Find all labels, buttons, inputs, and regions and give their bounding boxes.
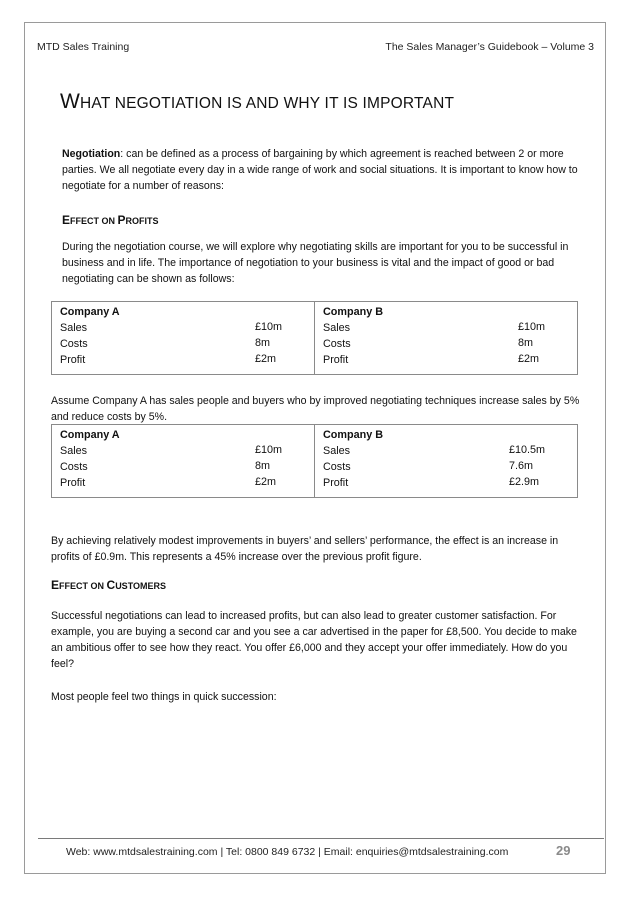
- row-value: £10.5m: [508, 444, 545, 456]
- company-name: Company B: [323, 429, 383, 441]
- row-value: £2.9m: [508, 476, 539, 488]
- row-value: 8m: [517, 337, 533, 349]
- row-value: £2m: [254, 353, 276, 365]
- row-value: £10m: [517, 321, 545, 333]
- row-label: Costs: [323, 461, 351, 473]
- comparison-table-after: [51, 424, 578, 498]
- intro-paragraph: [62, 146, 582, 194]
- row-value: £10m: [254, 444, 282, 456]
- row-value: £2m: [517, 353, 539, 365]
- row-label: Sales: [60, 445, 88, 457]
- row-label: Costs: [60, 338, 88, 350]
- row-value: 8m: [254, 460, 270, 472]
- header-left: MTD Sales Training: [37, 41, 130, 53]
- row-value: £10m: [254, 321, 282, 333]
- table2-company-b: [315, 425, 578, 498]
- footer-contact: Web: www.mtdsalestraining.com | Tel: 0800 849 6732 | Email: enquiries@mtdsalestraining.com: [66, 846, 509, 858]
- intro-term: Negotiation: [62, 148, 121, 160]
- row-label: Costs: [60, 461, 88, 473]
- company-name: Company B: [323, 306, 383, 318]
- row-label: Sales: [323, 322, 351, 334]
- company-name: Company A: [60, 306, 120, 318]
- page-title: [60, 90, 454, 114]
- header-right: The Sales Manager’s Guidebook – Volume 3: [385, 41, 594, 53]
- title-rest: HAT NEGOTIATION IS AND WHY IT IS IMPORTANT: [80, 95, 455, 112]
- row-value: 8m: [254, 337, 270, 349]
- closing-paragraph: Most people feel two things in quick succession:: [51, 691, 277, 703]
- row-value: 7.6m: [508, 460, 533, 472]
- table1-company-a: [52, 302, 315, 375]
- table1-company-b: [315, 302, 578, 375]
- heading-effect-on-profits: EFFECT ON PROFITS: [62, 213, 159, 227]
- achieving-paragraph: By achieving relatively modest improvements in buyers’ and sellers’ performance, the effect is an increase in profits of £0.9m. This represents a 45% increase over the previous profit figure.: [51, 535, 559, 563]
- customers-paragraph: Successful negotiations can lead to increased profits, but can also lead to greater customer satisfaction. For example, you are buying a second car and you see a car advertised in the paper for £8,500. You decide to make an ambitious offer to see how they react. You offer £6,000 and they accept your offer immediately. How do you feel?: [51, 610, 577, 670]
- row-label: Profit: [323, 477, 349, 489]
- company-name: Company A: [60, 429, 120, 441]
- title-first-letter: W: [60, 90, 81, 113]
- row-label: Profit: [60, 477, 86, 489]
- heading-effect-on-customers: EFFECT ON CUSTOMERS: [51, 578, 167, 592]
- row-label: Sales: [323, 445, 351, 457]
- profits-paragraph: During the negotiation course, we will explore why negotiating skills are important for you to be successful in business and in life. The importance of negotiation to your business is vital and the impact of good or bad negotiating can be shown as follows:: [62, 241, 569, 285]
- row-label: Costs: [323, 338, 351, 350]
- table2-company-a: [52, 425, 315, 498]
- row-value: £2m: [254, 476, 276, 488]
- comparison-table-before: [51, 301, 578, 375]
- row-label: Profit: [323, 354, 349, 366]
- assume-paragraph: Assume Company A has sales people and buyers who by improved negotiating techniques increase sales by 5% and reduce costs by 5%.: [51, 395, 580, 423]
- page-number: 29: [556, 843, 571, 858]
- row-label: Profit: [60, 354, 86, 366]
- row-label: Sales: [60, 322, 88, 334]
- footer-divider: [38, 838, 604, 839]
- intro-definition: : can be defined as a process of bargaining by which agreement is reached between 2 or more parties. We all negotiate every day in a wide range of work and social situations. It is important to know how to negotiate for a number of reasons:: [62, 148, 578, 192]
